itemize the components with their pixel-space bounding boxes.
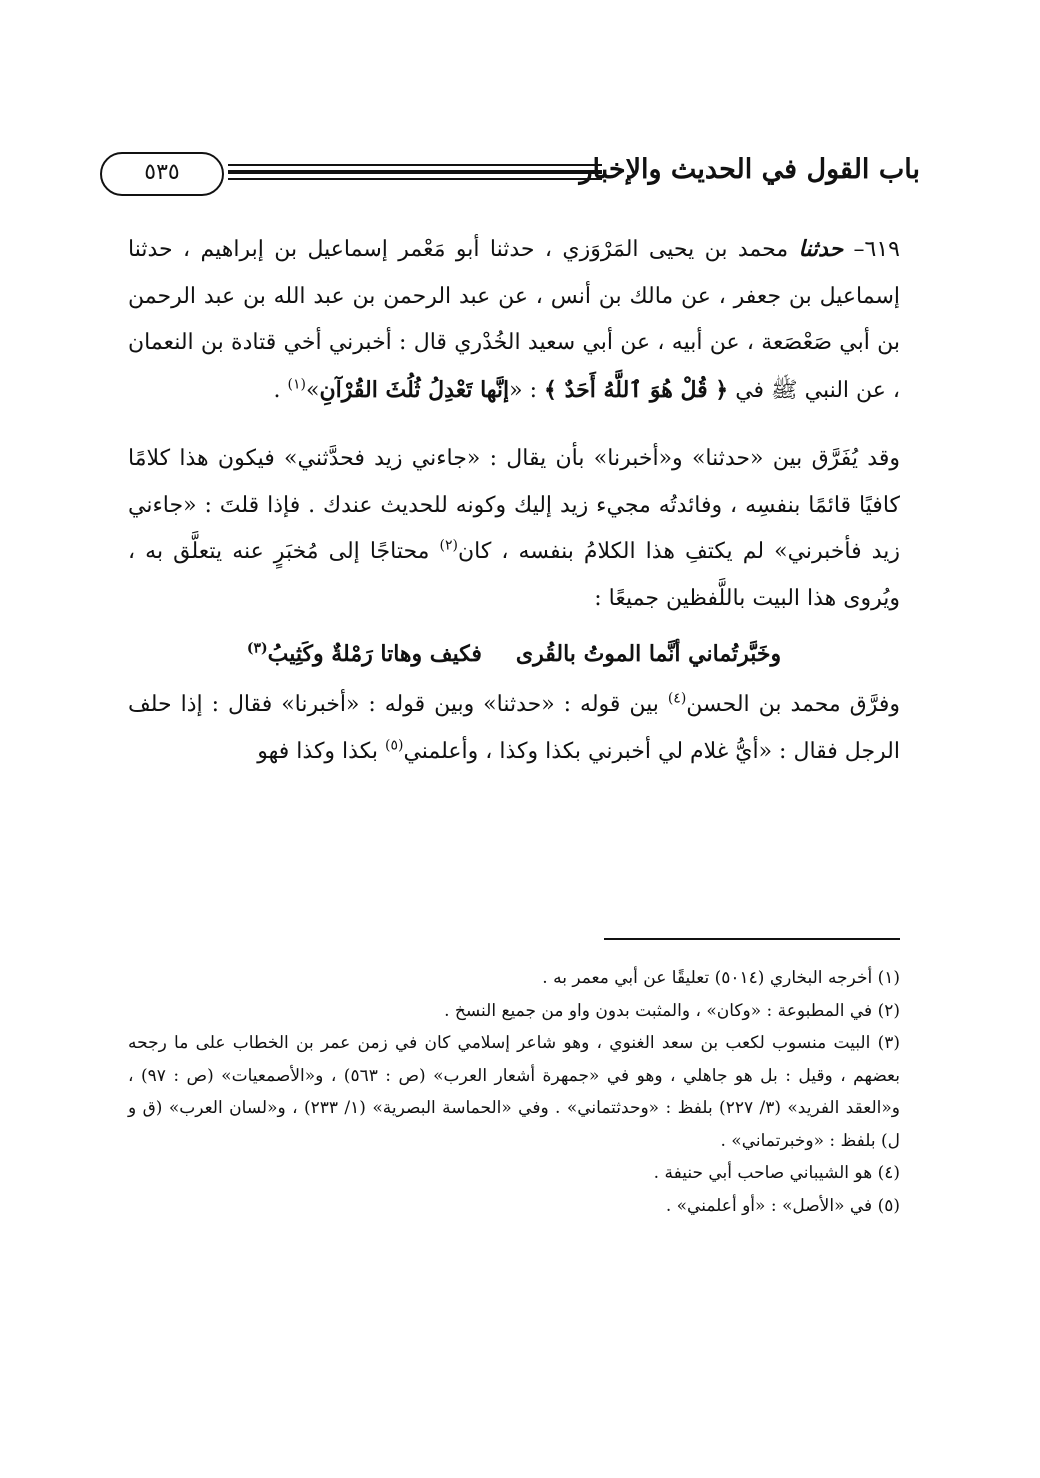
quote-close: » (306, 377, 320, 403)
footnote-divider (604, 938, 900, 940)
closing-paragraph (128, 682, 900, 775)
footnote-5: (٥) في «الأصل» : «أو أعلمني» . (665, 1195, 900, 1216)
haddathana-word: حدثنا (798, 236, 844, 262)
footnote-4: (٤) هو الشيباني صاحب أبي حنيفة . (653, 1163, 900, 1183)
main-text (128, 226, 900, 775)
discussion-paragraph (128, 436, 900, 622)
isnad-text: محمد بن يحيى المَرْوَزي ، حدثنا أبو مَعْمر إسماعيل بن إبراهيم ، حدثنا إسماعيل بن جعفر ، عن مالك بن أنس ، عن عبد الرحمن بن عبد الله بن عبد الرحمن بن أبي صَعْصَعة ، عن أبيه ، عن أبي سعيد الخُدْري قال : أخبرني أخي قتادة بن النعمان ، عن النبي ﷺ في (128, 237, 901, 403)
verse-first-hemistich: وخَبَّرتُماني أنَّما الموتُ بالقُرى (515, 641, 782, 667)
header-rule (228, 170, 602, 174)
footnote-ref[interactable]: (٢) (439, 537, 458, 554)
paragraph-text: وفرَّق محمد بن الحسن (686, 692, 900, 717)
paragraph-text: بين قوله : «حدثنا» وبين قوله : «أخبرنا» فقال : إذا حلف الرجل فقال : «أيُّ غلام لي أخبرني بكذا وكذا ، وأعلمني (128, 692, 900, 764)
header-rule (228, 164, 602, 166)
footnotes (128, 962, 900, 1222)
paragraph-text: محتاجًا إلى مُخبَرٍ عنه يتعلَّق به ، ويُروى هذا البيت باللَّفظين جميعًا : (128, 539, 900, 611)
footnote-3: (٣) البيت منسوب لكعب بن سعد الغنوي ، وهو شاعر إسلامي كان في زمن عمر بن الخطاب على ما رجحه بعضهم ، وقيل : بل هو جاهلي ، وهو في «جمهرة أشعار العرب» (ص : ٥٦٣) ، و«الأصمعيات» (ص : ٩٧) ، و«العقد الفريد» (٣/ ٢٢٧) بلفظ : «وحدثتماني» . وفي «الحماسة البصرية» (١/ ٢٣٣) ، و«لسان العرب» (ق و ل) بلفظ : «وخبرتماني» . (128, 1033, 900, 1151)
quran-verse: ﴿ قُلْ هُوَ ٱللَّهُ أَحَدٌ ﴾ (544, 376, 729, 403)
footnote-1: (١) أخرجه البخاري (٥٠١٤) تعليقًا عن أبي معمر به . (542, 968, 900, 988)
header-rule (228, 178, 602, 180)
footnote-ref[interactable]: (٥) (384, 737, 404, 754)
footnote-2: (٢) في المطبوعة : «وكان» ، والمثبت بدون واو من جميع النسخ . (444, 1000, 900, 1021)
hadith-number: ٦١٩– (853, 237, 900, 262)
page-number: ٥٣٥ (100, 152, 224, 196)
hadith-matn: إنَّها تَعْدِلُ ثُلُثَ القُرْآنِ (319, 376, 510, 403)
hadith-paragraph (128, 226, 900, 414)
quote-open: : « (509, 377, 545, 403)
paragraph-text: بكذا وكذا فهو (257, 738, 385, 764)
footnote-ref[interactable]: (٤) (667, 690, 687, 707)
sentence-end: . (273, 377, 288, 403)
paragraph-gap (128, 414, 900, 436)
paragraph-text: وقد يُفَرَّق بين «حدثنا» و«أخبرنا» بأن يقال : «جاءني زيد فحدَّثني» فيكون هذا كلامًا كافيًا قائمًا بنفسِه ، وفائدتُه مجيء زيد إليك وكونه للحديث عندك . فإذا قلتَ : «جاءني زيد فأخبرني» لم يكتفِ هذا الكلامُ بنفسه ، كان (128, 446, 900, 564)
page-header (100, 150, 920, 198)
footnote-ref[interactable]: (٣) (246, 640, 268, 657)
verse-second-hemistich: فكيف وهاتا رَمْلةٌ وكَثِيبُ (267, 641, 482, 667)
footnote-ref[interactable]: (١) (287, 376, 307, 393)
poetry-verse (128, 632, 900, 676)
chapter-title: باب القول في الحديث والإخبار (579, 154, 920, 185)
